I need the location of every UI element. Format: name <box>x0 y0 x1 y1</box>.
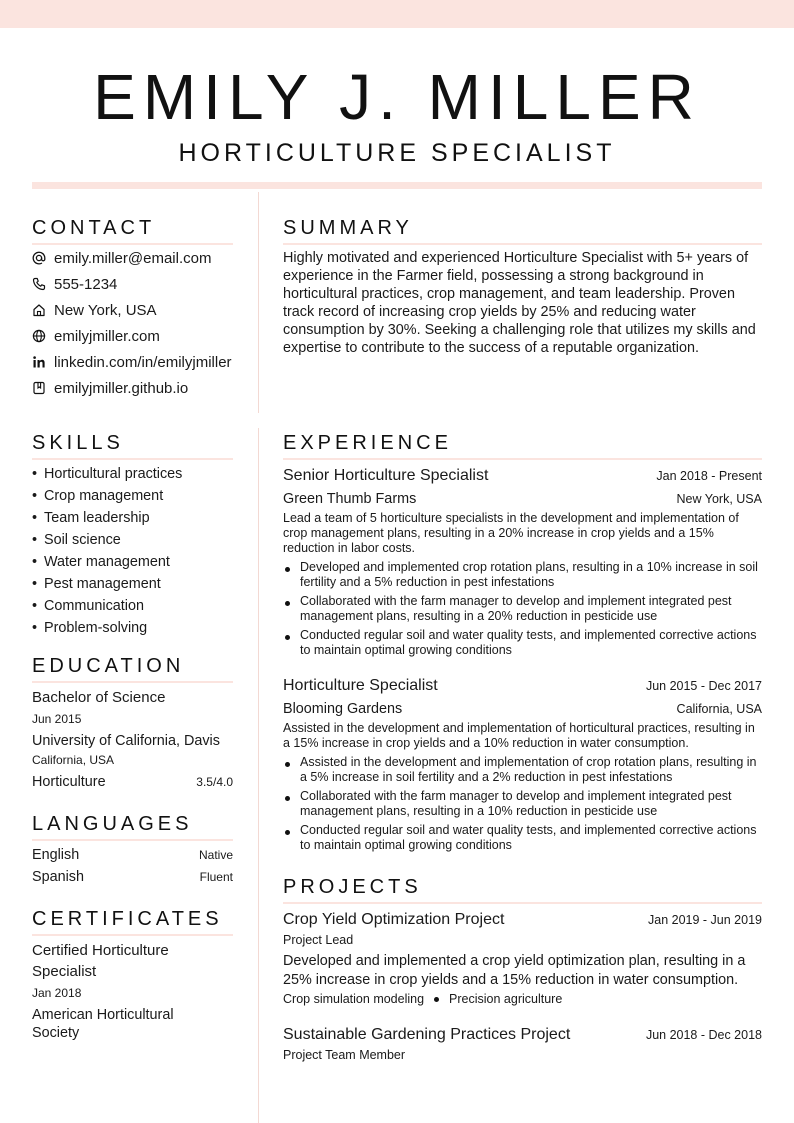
education-school: University of California, Davis <box>32 733 220 749</box>
education-heading: EDUCATION <box>32 655 233 683</box>
job-company-row <box>283 490 762 508</box>
contact-linkedin-text: linkedin.com/in/emilyjmiller <box>54 353 232 371</box>
contact-phone[interactable] <box>32 274 117 294</box>
github-icon <box>32 381 46 395</box>
bullet-dot <box>285 567 290 572</box>
project-title: Crop Yield Optimization Project <box>283 911 505 928</box>
experience-heading: EXPERIENCE <box>283 432 762 460</box>
job-bullet: Collaborated with the farm manager to develop and implement integrated pest management plans, resulting in a 10% reduction in pesticide use <box>283 789 762 819</box>
bullet-dot <box>285 762 290 767</box>
bullet-dot <box>285 830 290 835</box>
job-bullet: Conducted regular soil and water quality tests, and implemented corrective actions to maintain optimal growing conditions <box>283 628 762 658</box>
bullet-dot <box>285 601 290 606</box>
skill-item: • Horticultural practices <box>32 466 183 482</box>
job-company: Green Thumb Farms <box>283 491 417 507</box>
project-tag: Precision agriculture <box>449 992 563 1006</box>
summary-text: Highly motivated and experienced Horticulture Specialist with 5+ years of experience in the Farmer field, possessing a strong background in horticultural practices, crop management, and team leadership. Proven track record of increasing crop yields by 25% and reducing water consumption by 30%. Seeking a challenging role that utilizes my skills and expertise to contribute to the success of a reputable organization. <box>283 250 756 356</box>
language-name: English <box>32 847 80 863</box>
header-divider <box>32 182 762 189</box>
certificate-issuer-line2: Society <box>32 1025 80 1041</box>
contact-linkedin[interactable] <box>32 352 232 372</box>
column-divider-bottom <box>258 428 259 1123</box>
phone-icon <box>32 277 46 291</box>
job-bullet: Conducted regular soil and water quality tests, and implemented corrective actions to maintain optimal growing conditions <box>283 823 762 853</box>
education-gpa: 3.5/4.0 <box>196 775 233 789</box>
project-dates: Jun 2018 - Dec 2018 <box>645 1028 762 1042</box>
project-header <box>283 910 762 930</box>
bullet-dot <box>285 635 290 640</box>
job-location: California, USA <box>676 702 762 716</box>
certificate-date: Jan 2018 <box>32 986 82 1000</box>
contact-website[interactable] <box>32 326 160 346</box>
project-description: Developed and implemented a crop yield optimization plan, resulting in a 25% increase in crop yields and a 15% reduction in water consumption. <box>283 953 746 988</box>
language-name: Spanish <box>32 869 85 885</box>
contact-heading: CONTACT <box>32 217 233 245</box>
job-description: Assisted in the development and implementation of horticultural practices, resulting in a 15% increase in crop yields and a 10% reduction in water consumption. <box>283 721 755 750</box>
job-company: Blooming Gardens <box>283 701 403 717</box>
certificate-name-line1: Certified Horticulture <box>32 942 169 959</box>
job-bullet: Developed and implemented crop rotation plans, resulting in a 10% increase in soil fertility and a 5% reduction in pest infestations <box>283 560 762 590</box>
contact-email[interactable] <box>32 248 211 268</box>
skill-item: • Team leadership <box>32 510 150 526</box>
candidate-name: EMILY J. MILLER <box>93 61 701 133</box>
education-field: Horticulture <box>32 774 106 790</box>
job-dates: Jun 2015 - Dec 2017 <box>645 679 762 693</box>
tag-separator <box>434 997 439 1002</box>
project-tag: Crop simulation modeling <box>283 992 425 1006</box>
skill-item: • Problem-solving <box>32 620 148 636</box>
languages-heading: LANGUAGES <box>32 813 233 841</box>
job-company-row <box>283 700 762 718</box>
job-title: Senior Horticulture Specialist <box>283 467 489 484</box>
job-header <box>283 466 762 486</box>
skill-item: • Soil science <box>32 532 121 548</box>
job-bullet: Assisted in the development and implementation of crop rotation plans, resulting in a 5% increase in soil fertility and a 2% reduction in pest infestations <box>283 755 762 785</box>
skill-item: • Communication <box>32 598 144 614</box>
job-title: Horticulture Specialist <box>283 677 438 694</box>
language-row <box>32 846 233 864</box>
at-icon <box>32 251 46 265</box>
certificate-name-line2: Specialist <box>32 963 97 980</box>
contact-github[interactable] <box>32 378 188 398</box>
certificates-heading: CERTIFICATES <box>32 908 233 936</box>
column-divider-top <box>258 192 259 413</box>
job-location: New York, USA <box>676 492 762 506</box>
globe-icon <box>32 329 46 343</box>
job-description: Lead a team of 5 horticulture specialists in the development and implementation of crop management plans, resulting in a 20% increase in crop yields and a 15% reduction in labor costs. <box>283 511 739 555</box>
candidate-title: HORTICULTURE SPECIALIST <box>178 139 616 167</box>
projects-heading: PROJECTS <box>283 876 762 904</box>
project-title: Sustainable Gardening Practices Project <box>283 1026 571 1043</box>
language-level: Native <box>198 848 233 862</box>
language-level: Fluent <box>199 870 233 884</box>
contact-location-text: New York, USA <box>54 301 157 319</box>
home-icon <box>32 303 46 317</box>
contact-email-text: emily.miller@email.com <box>54 249 212 267</box>
education-field-row <box>32 773 233 791</box>
project-tags <box>283 992 562 1007</box>
project-header <box>283 1025 762 1045</box>
linkedin-icon <box>32 355 46 369</box>
job-dates: Jan 2018 - Present <box>656 469 762 483</box>
skills-heading: SKILLS <box>32 432 233 460</box>
contact-phone-text: 555-1234 <box>54 275 118 293</box>
education-date: Jun 2015 <box>32 712 82 726</box>
skill-item: • Pest management <box>32 576 161 592</box>
bullet-dot <box>285 796 290 801</box>
skill-item: • Water management <box>32 554 170 570</box>
certificate-issuer-line1: American Horticultural <box>32 1007 174 1023</box>
education-degree: Bachelor of Science <box>32 689 166 706</box>
contact-website-text: emilyjmiller.com <box>54 327 160 345</box>
education-location: California, USA <box>32 753 115 767</box>
project-dates: Jan 2019 - Jun 2019 <box>648 913 762 927</box>
skill-item: • Crop management <box>32 488 164 504</box>
contact-location <box>32 300 157 320</box>
job-bullet: Collaborated with the farm manager to develop and implement integrated pest management plans, resulting in a 20% reduction in pesticide use <box>283 594 762 624</box>
project-role: Project Team Member <box>283 1048 406 1062</box>
summary-heading: SUMMARY <box>283 217 762 245</box>
job-header <box>283 676 762 696</box>
language-row <box>32 868 233 886</box>
project-role: Project Lead <box>283 933 354 947</box>
contact-github-text: emilyjmiller.github.io <box>54 379 189 397</box>
top-accent-band <box>0 0 794 28</box>
